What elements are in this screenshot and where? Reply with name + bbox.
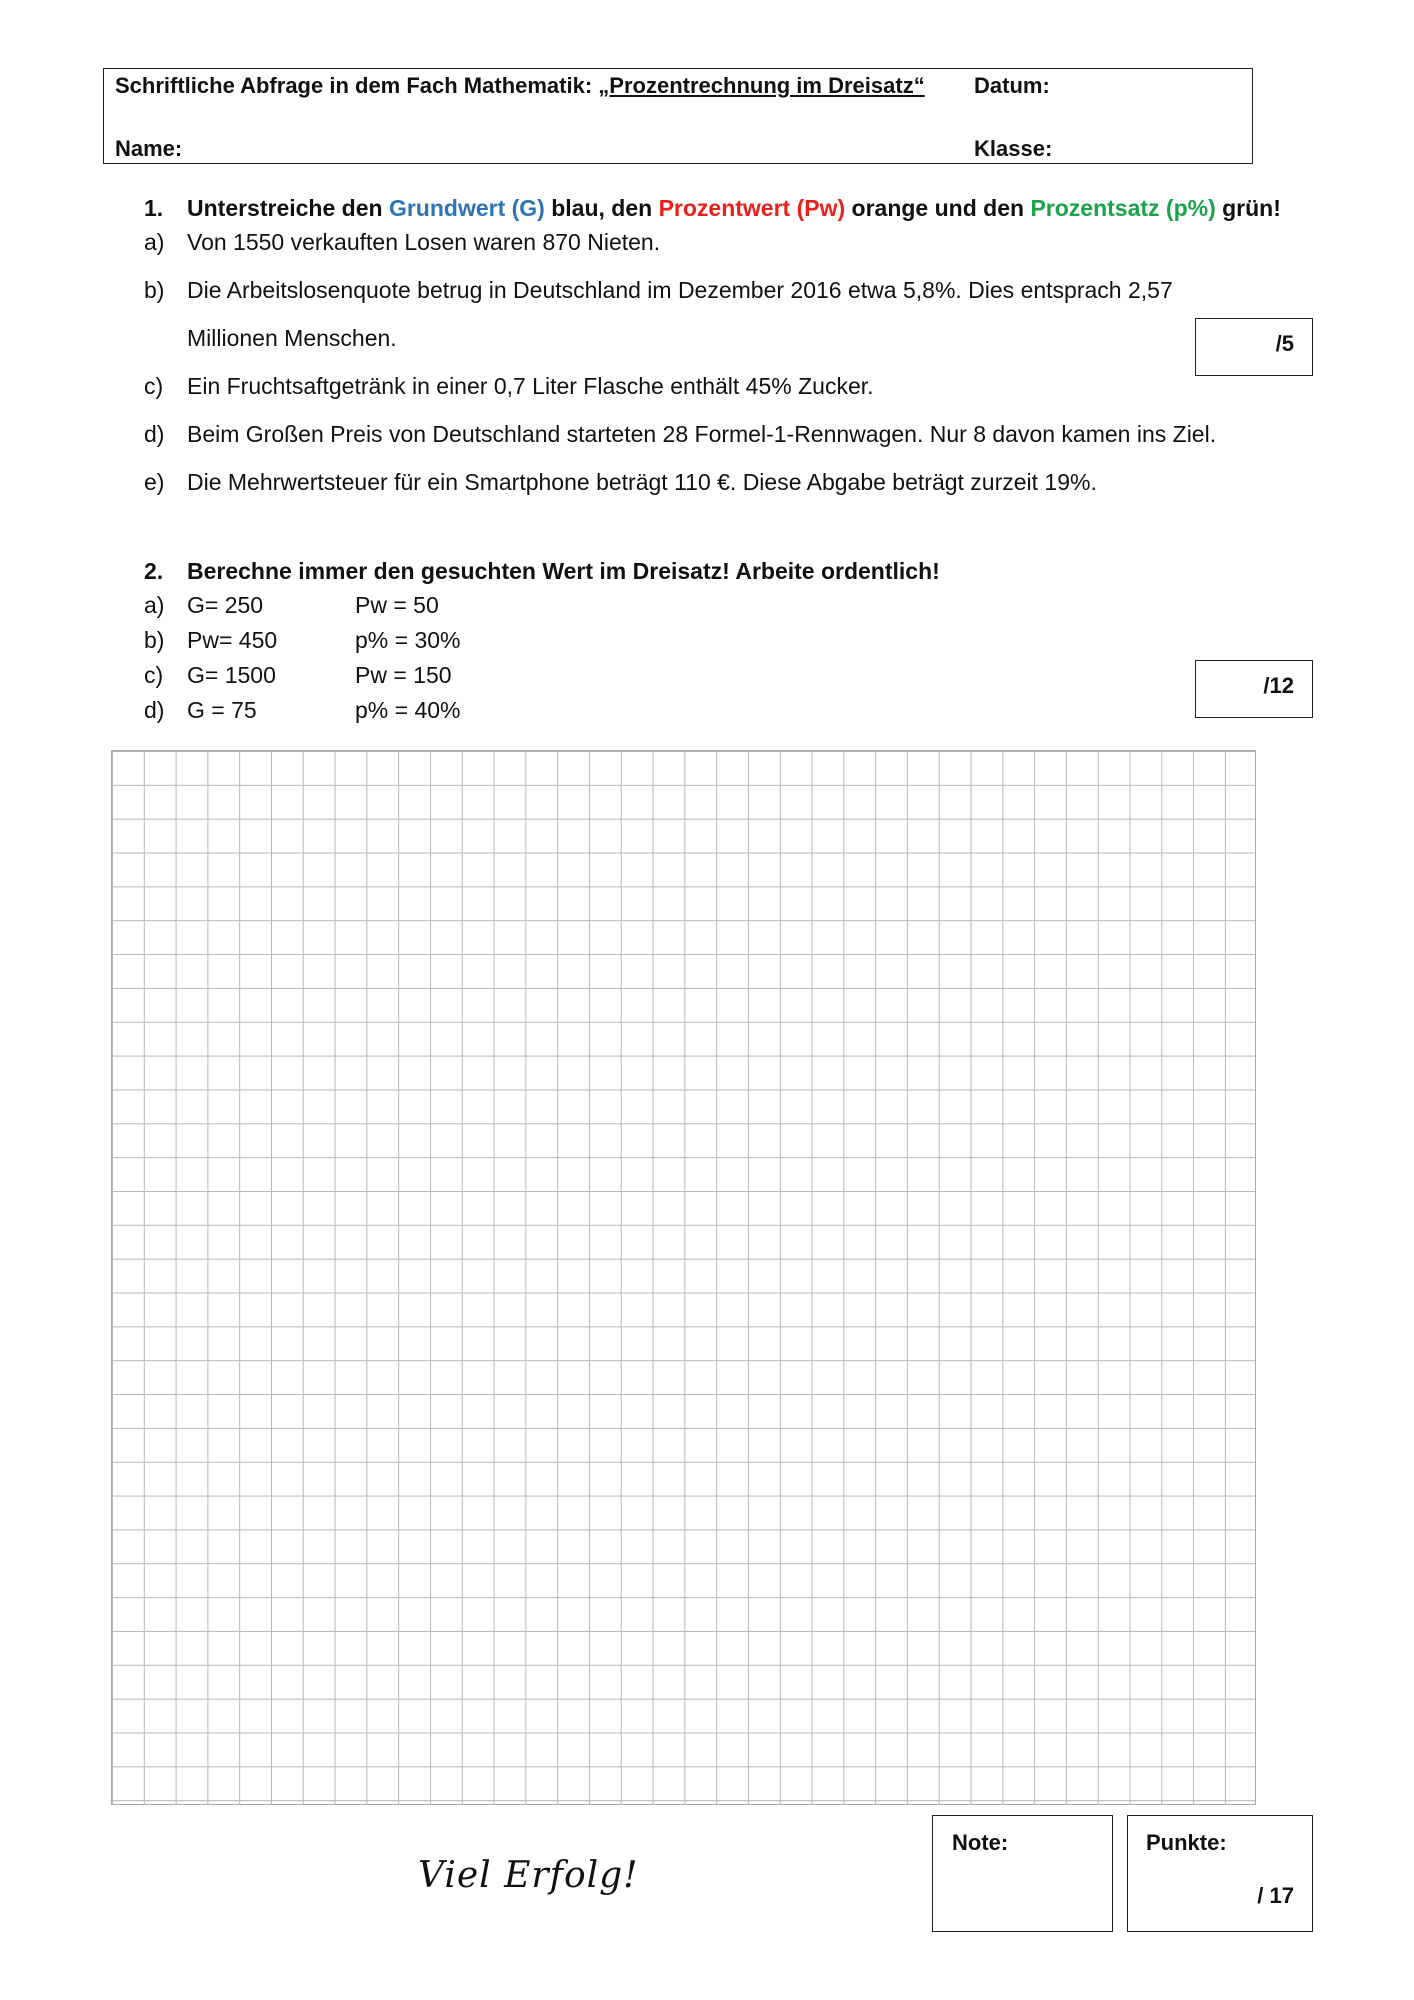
points-total: / 17 <box>1257 1883 1294 1908</box>
task2-item-a-given1: G= 250 <box>187 592 264 618</box>
points-box[interactable] <box>1127 1815 1313 1932</box>
task2-item-c-given2: Pw = 150 <box>355 662 452 688</box>
task1-item-d-text: Beim Großen Preis von Deutschland starteten 28 Formel-1-Rennwagen. Nur 8 davon kamen ins Ziel. <box>187 421 1217 447</box>
instruction-text: grün! <box>1215 195 1281 221</box>
class-label: Klasse: <box>974 136 1053 161</box>
task2-item-c-letter: c) <box>144 662 164 688</box>
note-label: Note: <box>952 1830 1009 1855</box>
task2-item-b-letter: b) <box>144 627 165 653</box>
instruction-text: orange und den <box>845 195 1031 221</box>
topic-title: „Prozentrechnung im Dreisatz“ <box>598 73 925 98</box>
task1-item-c-text: Ein Fruchtsaftgetränk in einer 0,7 Liter Flasche enthält 45% Zucker. <box>187 373 874 399</box>
grade-box[interactable] <box>932 1815 1113 1932</box>
prozentwert-term: Prozentwert (Pw) <box>658 195 846 221</box>
task2-item-d-given2: p% = 40% <box>355 697 461 723</box>
grid-work-area[interactable] <box>111 750 1256 1805</box>
test-title <box>115 73 925 99</box>
name-label: Name: <box>115 136 183 161</box>
task1-item-b-text-cont: Millionen Menschen. <box>187 325 397 351</box>
task2-item-b-given2: p% = 30% <box>355 627 461 653</box>
signoff-text: Viel Erfolg! <box>418 1855 639 1896</box>
task2-item-a-letter: a) <box>144 592 165 618</box>
task1-score: /5 <box>1275 331 1294 356</box>
instruction-text: Unterstreiche den <box>187 195 389 221</box>
task1-number: 1. <box>144 195 164 221</box>
date-label: Datum: <box>974 73 1050 98</box>
subject-prefix: Schriftliche Abfrage in dem Fach Mathematik: <box>115 73 593 98</box>
task2-score-box <box>1195 660 1313 718</box>
task1-item-a-letter: a) <box>144 229 165 255</box>
task2-item-d-given1: G = 75 <box>187 697 257 723</box>
instruction-text: blau, den <box>544 195 659 221</box>
points-label: Punkte: <box>1146 1830 1227 1855</box>
task1-item-a-text: Von 1550 verkauften Losen waren 870 Nieten. <box>187 229 661 255</box>
task1-item-d-letter: d) <box>144 421 165 447</box>
task1-instruction <box>187 195 1281 222</box>
task2-item-a-given2: Pw = 50 <box>355 592 439 618</box>
task2-item-c-given1: G= 1500 <box>187 662 276 688</box>
task1-item-b-letter: b) <box>144 277 165 303</box>
task1-item-b-text: Die Arbeitslosenquote betrug in Deutschland im Dezember 2016 etwa 5,8%. Dies entsprach 2,57 <box>187 277 1173 303</box>
task1-item-e-text: Die Mehrwertsteuer für ein Smartphone beträgt 110 €. Diese Abgabe beträgt zurzeit 19%. <box>187 469 1097 495</box>
task1-item-c-letter: c) <box>144 373 164 399</box>
prozentsatz-term: Prozentsatz (p%) <box>1030 195 1216 221</box>
task1-item-e-letter: e) <box>144 469 165 495</box>
task2-item-b-given1: Pw= 450 <box>187 627 278 653</box>
task2-instruction: Berechne immer den gesuchten Wert im Dreisatz! Arbeite ordentlich! <box>187 558 940 584</box>
task2-number: 2. <box>144 558 164 584</box>
task1-score-box <box>1195 318 1313 376</box>
grundwert-term: Grundwert (G) <box>388 195 545 221</box>
task2-item-d-letter: d) <box>144 697 165 723</box>
task2-score: /12 <box>1263 673 1294 698</box>
